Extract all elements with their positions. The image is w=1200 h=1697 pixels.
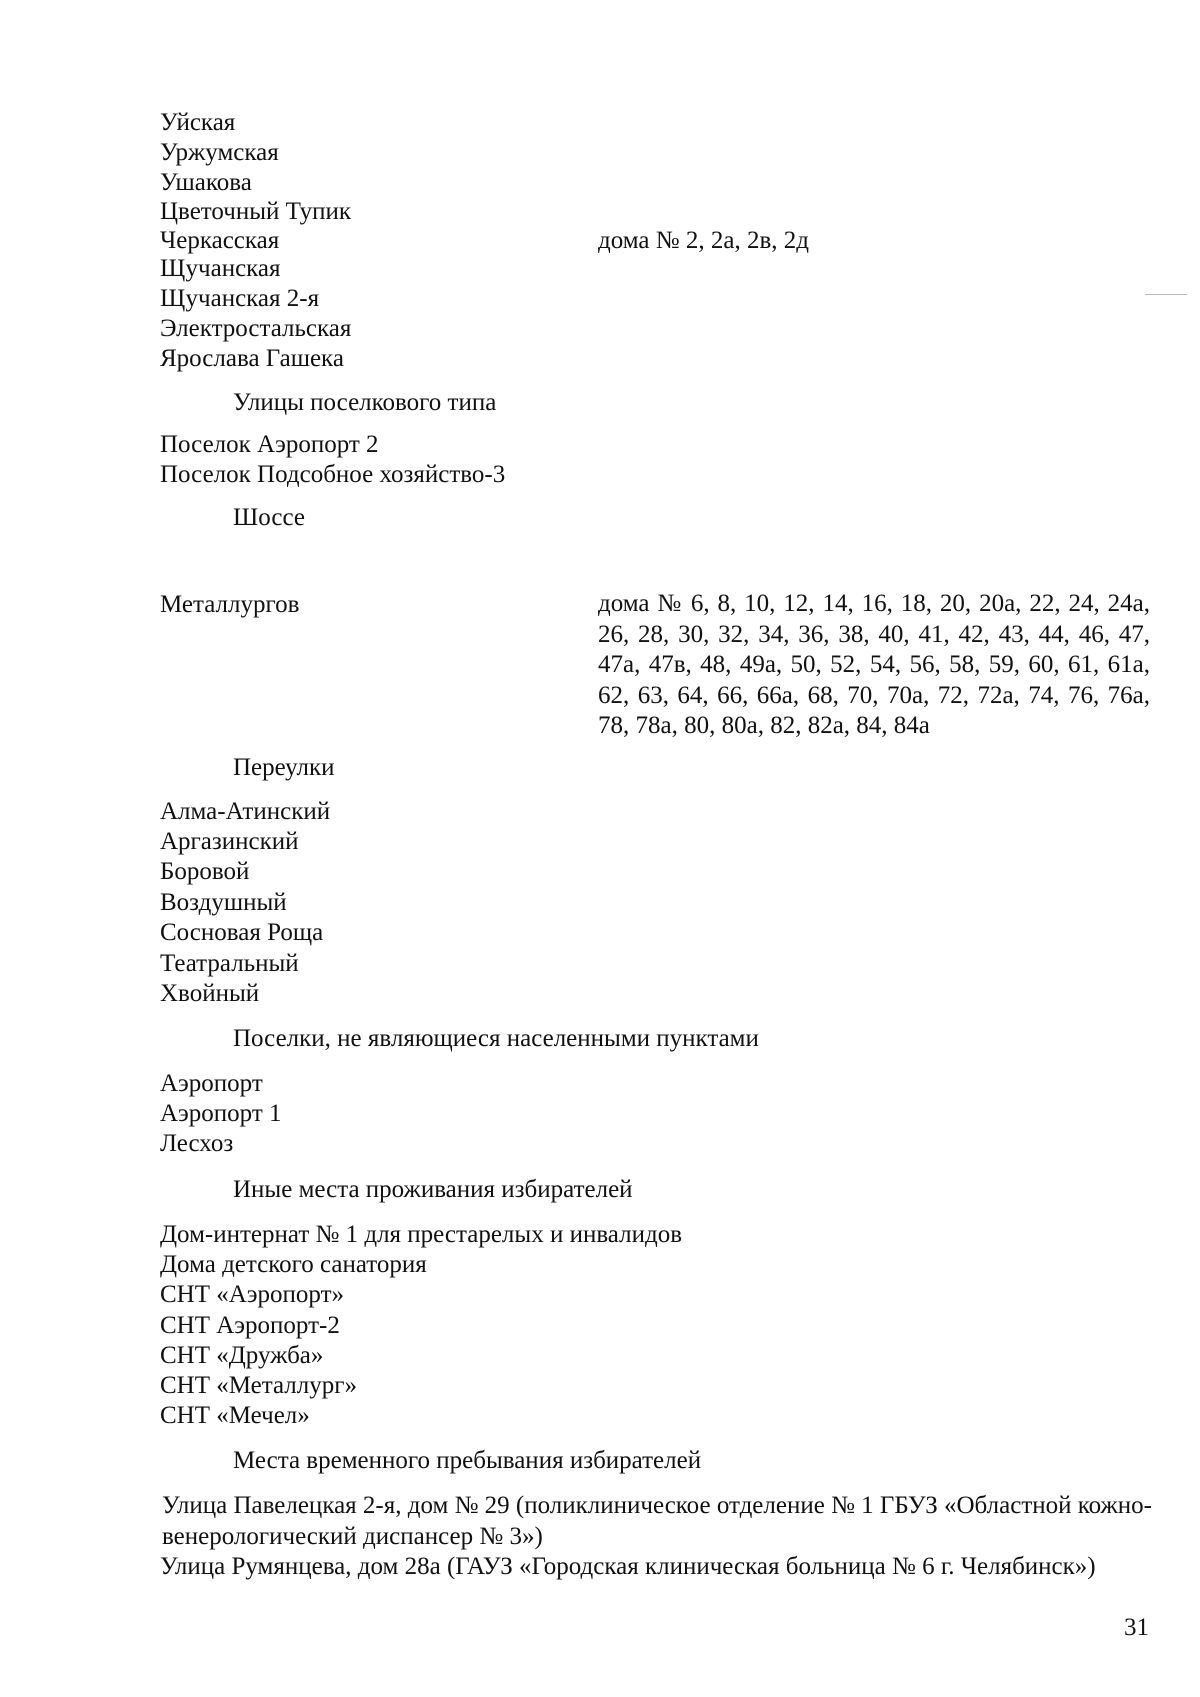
other-place-item: Дома детского санатория (160, 1251, 427, 1278)
highway-name: Металлургов (160, 591, 300, 618)
other-place-item: СНТ «Аэропорт» (160, 1281, 345, 1308)
temporary-place-item: Улица Румянцева, дом 28а (ГАУЗ «Городская клиническая больница № 6 г. Челябинск») (160, 1553, 1096, 1580)
street-item: Уйская (160, 109, 236, 136)
temporary-place-item: Улица Павелецкая 2-я, дом № 29 (поликлиническое отделение № 1 ГБУЗ «Областной кожно-венерологический диспансер № 3») (162, 1492, 1152, 1550)
highway-houses: дома № 6, 8, 10, 12, 14, 16, 18, 20, 20а, 22, 24, 24а, 26, 28, 30, 32, 34, 36, 38, 40, 41, 42, 43, 44, 46, 47, 47а, 47в, 48, 49а, 50, 52, 54, 56, 58, 59, 60, 61, 61а, 62, 63, 64, 66, 66а, 68, 70, 70а, 72, 72а, 74, 76, 76а, 78, 78а, 80, 80а, 82, 82а, 84, 84а (598, 590, 1150, 739)
street-item: Цветочный Тупик (160, 198, 352, 225)
scan-edge-mark (1145, 294, 1187, 295)
street-item: Ярослава Гашека (160, 345, 344, 372)
cherkasskaya-houses: дома № 2, 2а, 2в, 2д (598, 227, 809, 254)
street-item: Уржумская (160, 139, 279, 166)
lane-item: Хвойный (160, 980, 260, 1007)
lane-item: Аргазинский (160, 828, 299, 855)
lane-item: Воздушный (160, 889, 287, 916)
other-place-item: СНТ «Металлург» (160, 1372, 357, 1399)
lane-item: Боровой (160, 858, 250, 885)
section-heading: Иные места проживания избирателей (233, 1176, 633, 1203)
settlement-street-item: Поселок Подсобное хозяйство-3 (160, 461, 506, 488)
section-heading: Шоссе (233, 504, 305, 531)
page-number: 31 (1124, 1614, 1149, 1641)
settlement-item: Аэропорт (160, 1070, 263, 1097)
other-place-item: СНТ «Дружба» (160, 1342, 324, 1369)
section-heading: Переулки (233, 754, 335, 781)
settlement-street-item: Поселок Аэропорт 2 (160, 431, 379, 458)
section-heading: Места временного пребывания избирателей (233, 1447, 702, 1474)
section-heading: Улицы поселкового типа (233, 389, 497, 416)
lane-item: Алма-Атинский (160, 798, 331, 825)
other-place-item: СНТ Аэропорт-2 (160, 1312, 340, 1339)
street-item: Щучанская 2-я (160, 285, 320, 312)
street-item: Щучанская (160, 255, 281, 282)
other-place-item: Дом-интернат № 1 для престарелых и инвалидов (160, 1221, 682, 1248)
street-item: Черкасская (160, 227, 280, 254)
lane-item: Сосновая Роща (160, 919, 324, 946)
lane-item: Театральный (160, 950, 299, 977)
street-item: Ушакова (160, 169, 252, 196)
other-place-item: СНТ «Мечел» (160, 1402, 310, 1429)
settlement-item: Лесхоз (160, 1130, 234, 1157)
street-item: Электростальская (160, 315, 352, 342)
settlement-item: Аэропорт 1 (160, 1100, 282, 1127)
section-heading: Поселки, не являющиеся населенными пунктами (233, 1025, 759, 1052)
